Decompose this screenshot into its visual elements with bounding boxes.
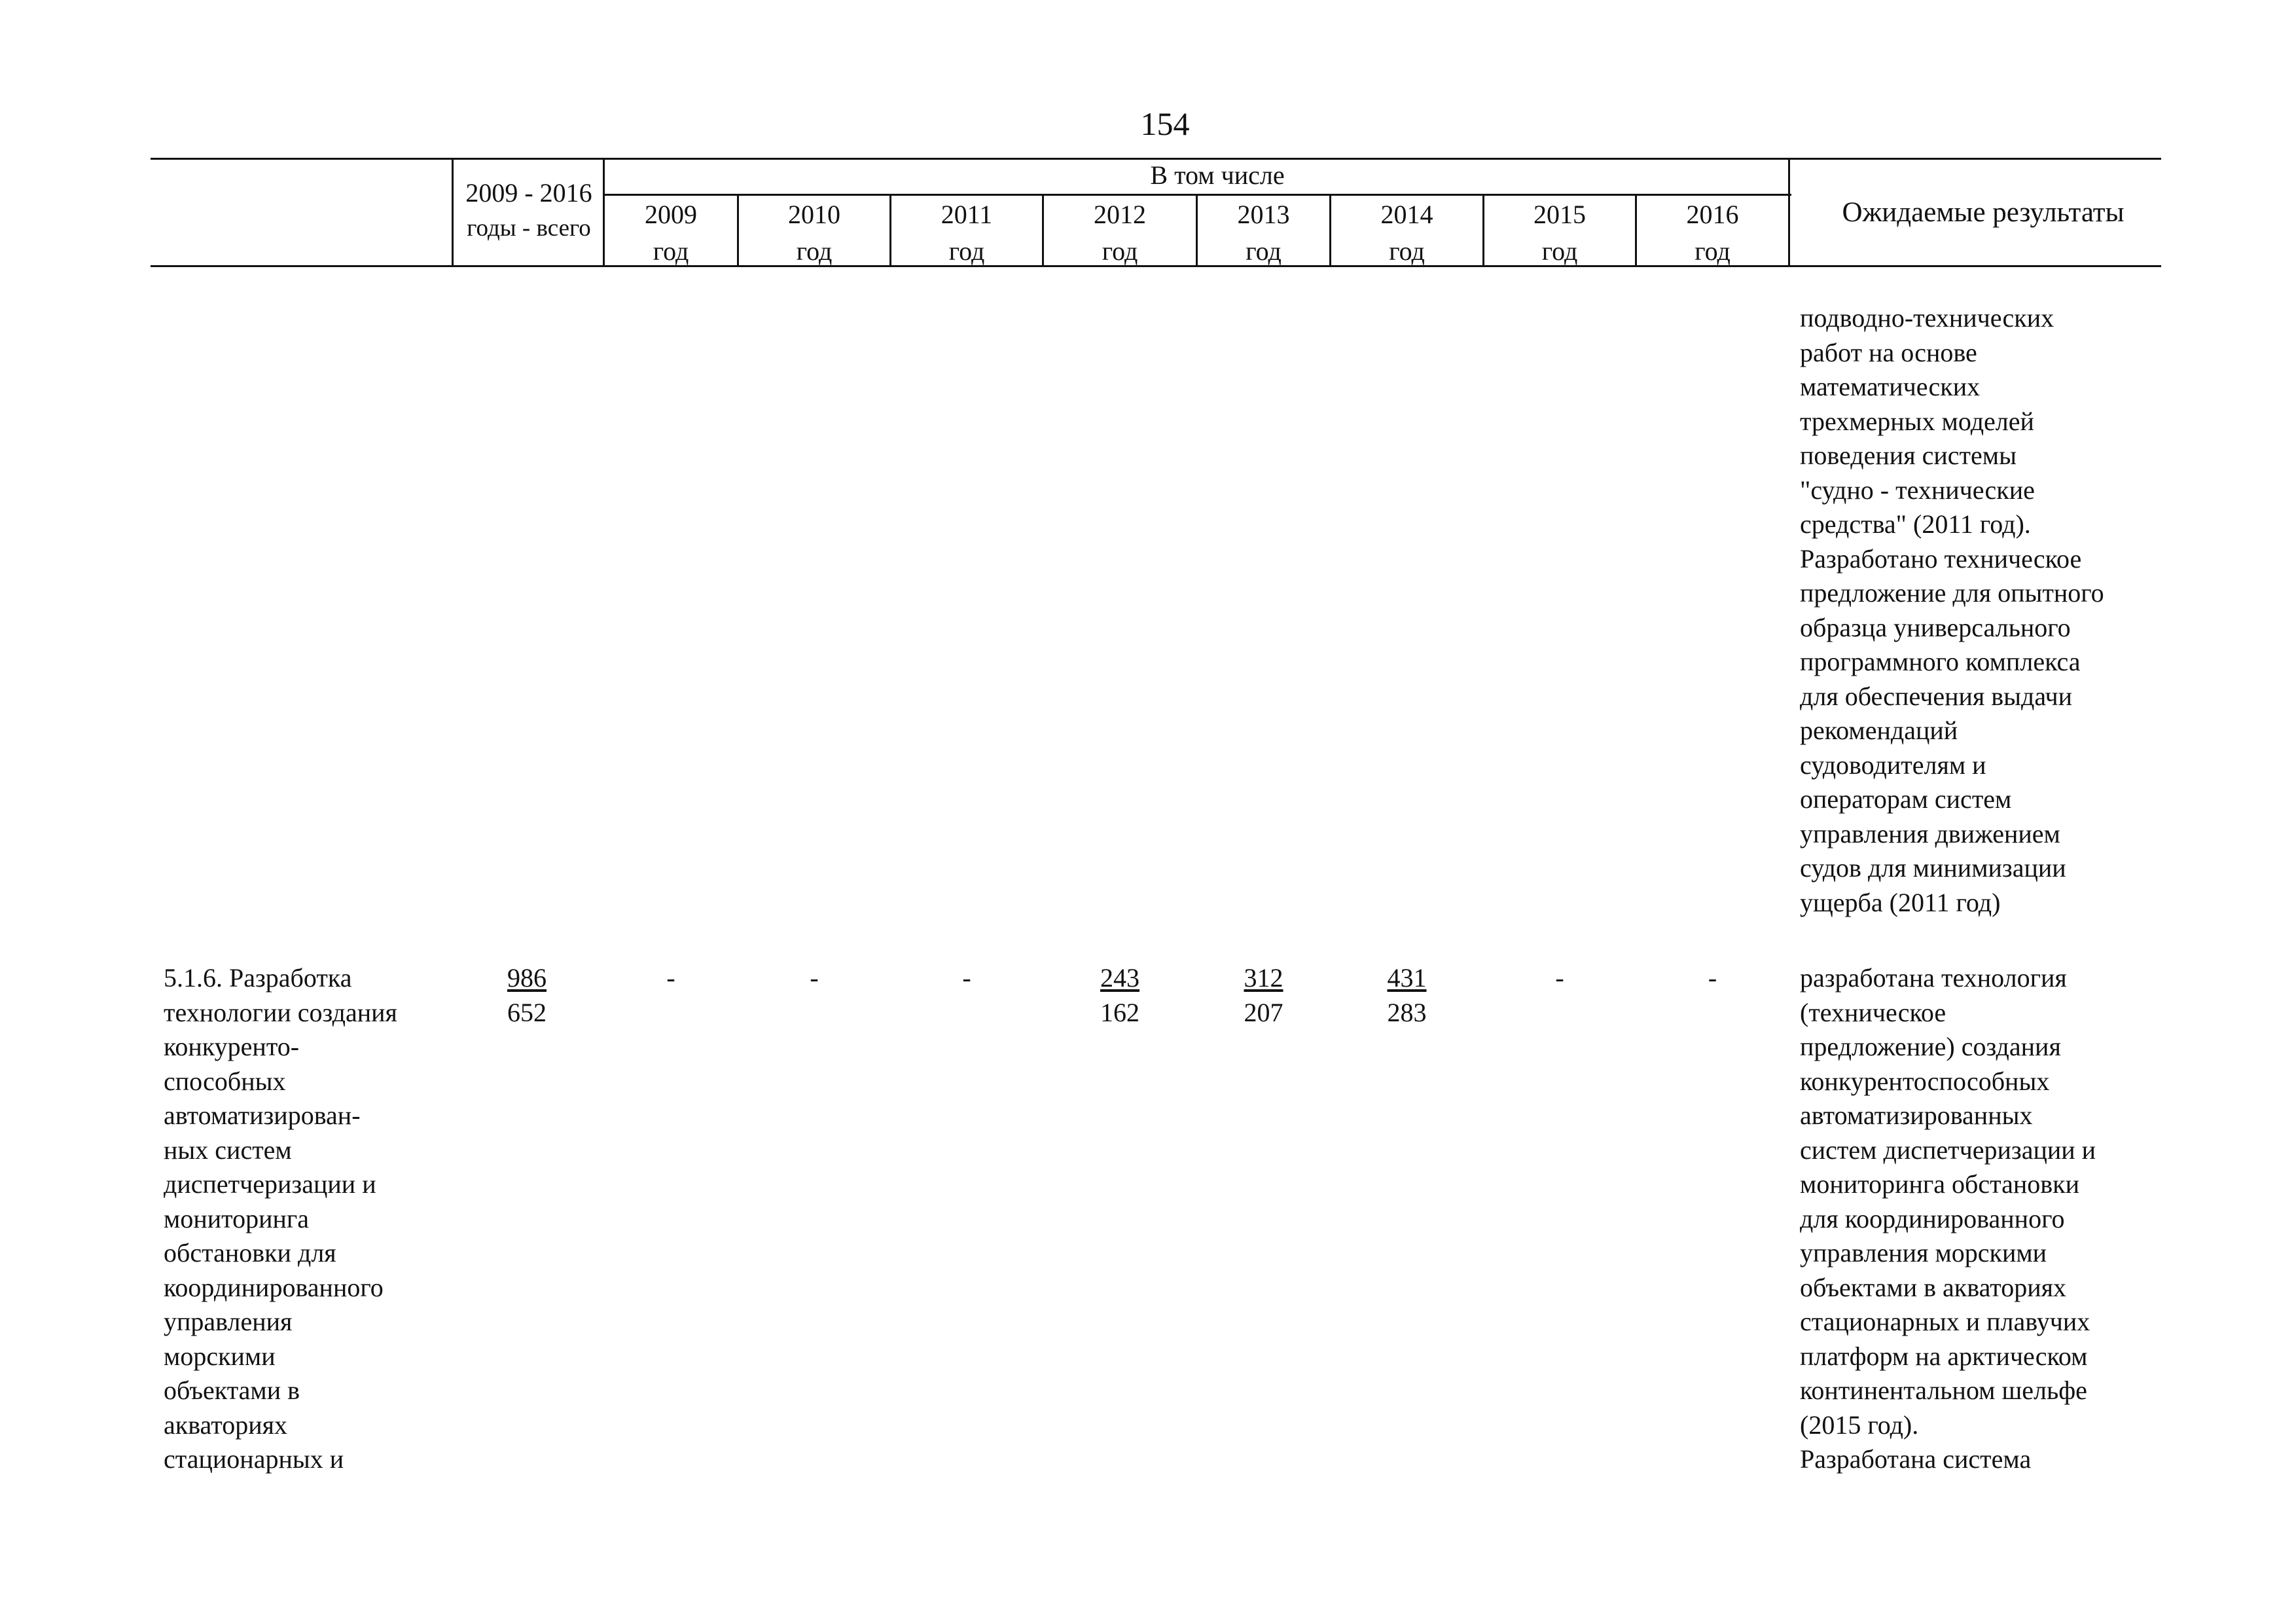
years-top-rule — [604, 194, 1791, 196]
row-value-2009: - — [666, 963, 675, 993]
page-number: 154 — [1140, 105, 1190, 142]
year-header-2009: 2009 год — [645, 200, 697, 266]
year-header-2014: 2014 год — [1380, 200, 1433, 266]
row-value-2016: - — [1708, 963, 1717, 993]
row-value-2014: 431 283 — [1387, 963, 1427, 1027]
total-header-line1: 2009 - 2016 — [465, 178, 592, 208]
row-name-5-1-6: 5.1.6. Разработка технологии создания конкуренто- способных автоматизирован- ных систем диспетчеризации и мониторинга обстановки для координированного управления морскими объектами в акваториях стационарных и — [164, 963, 397, 1474]
row-value-2010: - — [810, 963, 819, 993]
row-value-2013: 312 207 — [1244, 963, 1283, 1027]
year-header-2013: 2013 год — [1237, 200, 1290, 266]
including-header: В том числе — [1150, 160, 1285, 190]
total-header-line2: годы - всего — [467, 215, 591, 242]
continuation-results: подводно-технических работ на основе математических трехмерных моделей поведения системы "судно - технические средства" (2011 год). Разработано техническое предложение для опытного образца универсального программного комплекса для обеспечения выдачи рекомендаций судоводителям и операторам систем управления движением судов для минимизации ущерба (2011 год) — [1800, 303, 2104, 917]
expected-results-header: Ожидаемые результаты — [1842, 197, 2125, 228]
year-header-2016: 2016 год — [1686, 200, 1739, 266]
header-divider — [1788, 158, 1790, 266]
year-header-2010: 2010 год — [788, 200, 840, 266]
row-total-value: 986 652 — [507, 963, 547, 1027]
year-header-2015: 2015 год — [1534, 200, 1586, 266]
row-value-2015: - — [1555, 963, 1564, 993]
row-value-2011: - — [962, 963, 971, 993]
year-header-2012: 2012 год — [1094, 200, 1146, 266]
row-value-2012: 243 162 — [1100, 963, 1139, 1027]
total-column-header — [454, 175, 604, 246]
year-header-2011: 2011 год — [941, 200, 993, 266]
row-results-5-1-6: разработана технология (техническое предложение) создания конкурентоспособных автоматизированных систем диспетчеризации и мониторинга обстановки для координированного управления морскими объектами в акваториях стационарных и плавучих платформ на арктическом континентальном шельфе (2015 год). Разработана система — [1800, 963, 2096, 1474]
